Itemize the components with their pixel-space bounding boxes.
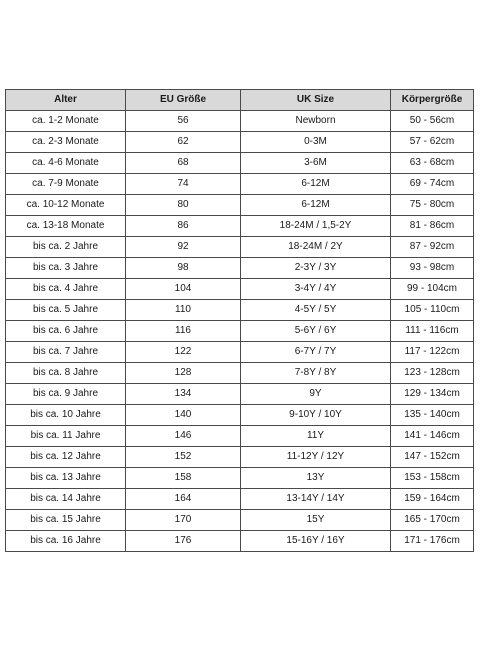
uk-size-cell: 7-8Y / 8Y [241,363,391,384]
age-cell: ca. 4-6 Monate [6,153,126,174]
body-height-cell: 81 - 86cm [391,216,474,237]
uk-size-cell: 3-6M [241,153,391,174]
body-height-cell: 159 - 164cm [391,489,474,510]
body-height-cell: 129 - 134cm [391,384,474,405]
eu-size-cell: 152 [126,447,241,468]
body-height-cell: 111 - 116cm [391,321,474,342]
eu-size-cell: 80 [126,195,241,216]
size-chart-table [5,89,474,552]
uk-size-cell: 6-12M [241,174,391,195]
eu-size-cell: 116 [126,321,241,342]
table-row [6,279,474,300]
age-cell: bis ca. 3 Jahre [6,258,126,279]
header-age: Alter [6,90,126,111]
eu-size-cell: 98 [126,258,241,279]
table-row [6,153,474,174]
table-header [6,90,474,111]
uk-size-cell: 15-16Y / 16Y [241,531,391,552]
eu-size-cell: 92 [126,237,241,258]
age-cell: bis ca. 11 Jahre [6,426,126,447]
table-row [6,216,474,237]
uk-size-cell: 6-7Y / 7Y [241,342,391,363]
table-row [6,405,474,426]
body-height-cell: 99 - 104cm [391,279,474,300]
uk-size-cell: Newborn [241,111,391,132]
body-height-cell: 105 - 110cm [391,300,474,321]
eu-size-cell: 122 [126,342,241,363]
age-cell: bis ca. 13 Jahre [6,468,126,489]
body-height-cell: 147 - 152cm [391,447,474,468]
eu-size-cell: 104 [126,279,241,300]
body-height-cell: 123 - 128cm [391,363,474,384]
age-cell: ca. 2-3 Monate [6,132,126,153]
table-row [6,321,474,342]
age-cell: bis ca. 8 Jahre [6,363,126,384]
eu-size-cell: 146 [126,426,241,447]
uk-size-cell: 6-12M [241,195,391,216]
age-cell: ca. 10-12 Monate [6,195,126,216]
table-body [6,111,474,552]
age-cell: bis ca. 7 Jahre [6,342,126,363]
table-row [6,510,474,531]
eu-size-cell: 128 [126,363,241,384]
eu-size-cell: 134 [126,384,241,405]
eu-size-cell: 158 [126,468,241,489]
body-height-cell: 153 - 158cm [391,468,474,489]
table-row [6,447,474,468]
table-row [6,489,474,510]
age-cell: bis ca. 16 Jahre [6,531,126,552]
body-height-cell: 93 - 98cm [391,258,474,279]
eu-size-cell: 62 [126,132,241,153]
age-cell: bis ca. 10 Jahre [6,405,126,426]
body-height-cell: 69 - 74cm [391,174,474,195]
table-row [6,468,474,489]
header-eu-size: EU Größe [126,90,241,111]
body-height-cell: 57 - 62cm [391,132,474,153]
eu-size-cell: 68 [126,153,241,174]
eu-size-cell: 164 [126,489,241,510]
body-height-cell: 75 - 80cm [391,195,474,216]
uk-size-cell: 3-4Y / 4Y [241,279,391,300]
table-row [6,237,474,258]
header-row [6,90,474,111]
eu-size-cell: 56 [126,111,241,132]
uk-size-cell: 18-24M / 2Y [241,237,391,258]
uk-size-cell: 18-24M / 1,5-2Y [241,216,391,237]
uk-size-cell: 5-6Y / 6Y [241,321,391,342]
eu-size-cell: 74 [126,174,241,195]
uk-size-cell: 11Y [241,426,391,447]
age-cell: ca. 13-18 Monate [6,216,126,237]
table-row [6,258,474,279]
header-uk-size: UK Size [241,90,391,111]
uk-size-cell: 9-10Y / 10Y [241,405,391,426]
body-height-cell: 171 - 176cm [391,531,474,552]
age-cell: bis ca. 5 Jahre [6,300,126,321]
table-row [6,531,474,552]
body-height-cell: 63 - 68cm [391,153,474,174]
eu-size-cell: 170 [126,510,241,531]
eu-size-cell: 110 [126,300,241,321]
body-height-cell: 141 - 146cm [391,426,474,447]
age-cell: bis ca. 9 Jahre [6,384,126,405]
body-height-cell: 165 - 170cm [391,510,474,531]
uk-size-cell: 0-3M [241,132,391,153]
table-row [6,384,474,405]
table-row [6,300,474,321]
age-cell: bis ca. 14 Jahre [6,489,126,510]
uk-size-cell: 2-3Y / 3Y [241,258,391,279]
uk-size-cell: 15Y [241,510,391,531]
table-row [6,342,474,363]
eu-size-cell: 176 [126,531,241,552]
uk-size-cell: 9Y [241,384,391,405]
uk-size-cell: 13Y [241,468,391,489]
age-cell: ca. 1-2 Monate [6,111,126,132]
age-cell: bis ca. 4 Jahre [6,279,126,300]
body-height-cell: 87 - 92cm [391,237,474,258]
uk-size-cell: 13-14Y / 14Y [241,489,391,510]
body-height-cell: 135 - 140cm [391,405,474,426]
table-row [6,426,474,447]
eu-size-cell: 86 [126,216,241,237]
body-height-cell: 117 - 122cm [391,342,474,363]
uk-size-cell: 4-5Y / 5Y [241,300,391,321]
table-row [6,195,474,216]
age-cell: bis ca. 12 Jahre [6,447,126,468]
table-row [6,363,474,384]
age-cell: bis ca. 2 Jahre [6,237,126,258]
table-row [6,132,474,153]
age-cell: ca. 7-9 Monate [6,174,126,195]
age-cell: bis ca. 15 Jahre [6,510,126,531]
age-cell: bis ca. 6 Jahre [6,321,126,342]
table-row [6,174,474,195]
eu-size-cell: 140 [126,405,241,426]
table-row [6,111,474,132]
body-height-cell: 50 - 56cm [391,111,474,132]
uk-size-cell: 11-12Y / 12Y [241,447,391,468]
header-body-height: Körpergröße [391,90,474,111]
